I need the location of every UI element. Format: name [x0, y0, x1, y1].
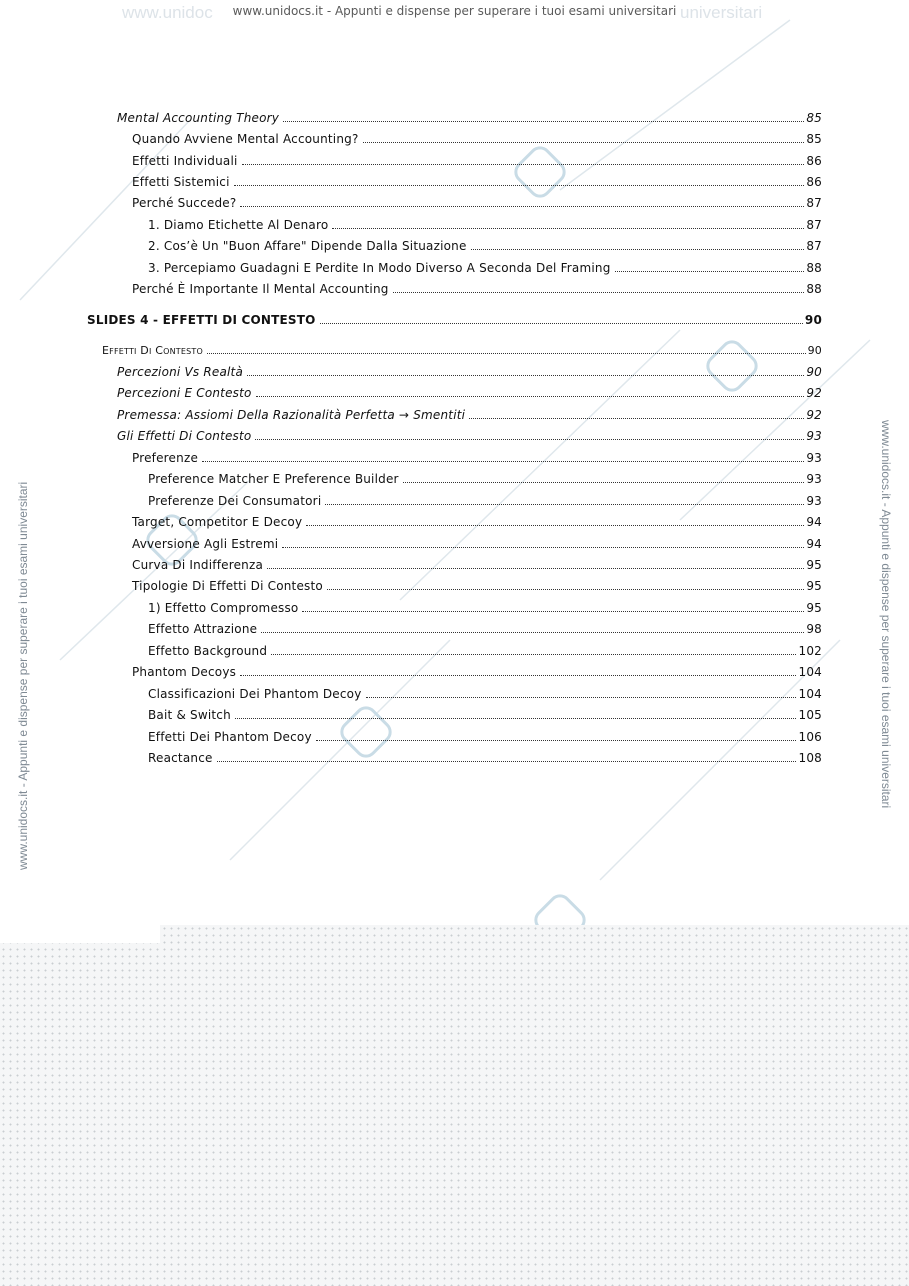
page-gap-background	[0, 925, 909, 1286]
side-watermark-right: www.unidocs.it - Appunti e dispense per superare i tuoi esami universitari	[879, 420, 893, 809]
toc-entry[interactable]: Preferenze 93	[132, 451, 822, 465]
toc-entry[interactable]: Classificazioni Dei Phantom Decoy 104	[148, 687, 822, 701]
side-watermark-left: www.unidocs.it - Appunti e dispense per superare i tuoi esami universitari	[16, 481, 30, 870]
toc-entry[interactable]: Premessa: Assiomi Della Razionalità Perfetta → Smentiti 92	[117, 408, 822, 422]
header-ghost-right: universitari	[680, 3, 763, 22]
toc-entry[interactable]: 2. Cos’è Un "Buon Affare" Dipende Dalla Situazione 87	[148, 239, 822, 253]
toc-entry[interactable]: Perché Succede? 87	[132, 196, 822, 210]
toc-entry[interactable]: Effetti Sistemici 86	[132, 175, 822, 189]
toc-entry[interactable]: 1. Diamo Etichette Al Denaro 87	[148, 218, 822, 232]
toc-entry[interactable]: Gli Effetti Di Contesto 93	[117, 429, 822, 443]
page-corner	[0, 925, 160, 943]
toc-entry[interactable]: Bait & Switch 105	[148, 708, 822, 722]
toc-entry[interactable]: Effetto Background 102	[148, 644, 822, 658]
toc-entry[interactable]: Effetti Individuali 86	[132, 154, 822, 168]
toc-entry[interactable]: 3. Percepiamo Guadagni E Perdite In Modo Diverso A Seconda Del Framing 88	[148, 261, 822, 275]
toc-entry[interactable]: Avversione Agli Estremi 94	[132, 537, 822, 551]
toc-entry[interactable]: Curva Di Indifferenza 95	[132, 558, 822, 572]
toc-entry[interactable]: Preference Matcher E Preference Builder 93	[148, 472, 822, 486]
toc-entry[interactable]: Perché È Importante Il Mental Accounting 88	[132, 282, 822, 296]
toc-entry[interactable]: 1) Effetto Compromesso 95	[148, 601, 822, 615]
toc-entry[interactable]: Effetti Dei Phantom Decoy 106	[148, 730, 822, 744]
toc-entry-chapter[interactable]: SLIDES 4 - EFFETTI DI CONTESTO 90	[87, 313, 822, 327]
toc-entry[interactable]: Quando Avviene Mental Accounting? 85	[132, 132, 822, 146]
toc-entry-section[interactable]: Effetti Di Contesto 90	[102, 344, 822, 357]
header-ghost-left: www.unidoc	[122, 3, 213, 22]
toc-entry[interactable]: Percezioni Vs Realtà 90	[117, 365, 822, 379]
toc-entry[interactable]: Effetto Attrazione 98	[148, 622, 822, 636]
toc-entry[interactable]: Preferenze Dei Consumatori 93	[148, 494, 822, 508]
toc-entry[interactable]: Phantom Decoys 104	[132, 665, 822, 679]
toc-entry[interactable]: Percezioni E Contesto 92	[117, 386, 822, 400]
toc-entry[interactable]: Reactance 108	[148, 751, 822, 765]
page-header: www.unidocs.it - Appunti e dispense per superare i tuoi esami universitari	[232, 4, 677, 18]
toc-entry[interactable]: Target, Competitor E Decoy 94	[132, 515, 822, 529]
toc-entry[interactable]: Tipologie Di Effetti Di Contesto 95	[132, 579, 822, 593]
toc-entry[interactable]: Mental Accounting Theory 85	[117, 111, 822, 125]
